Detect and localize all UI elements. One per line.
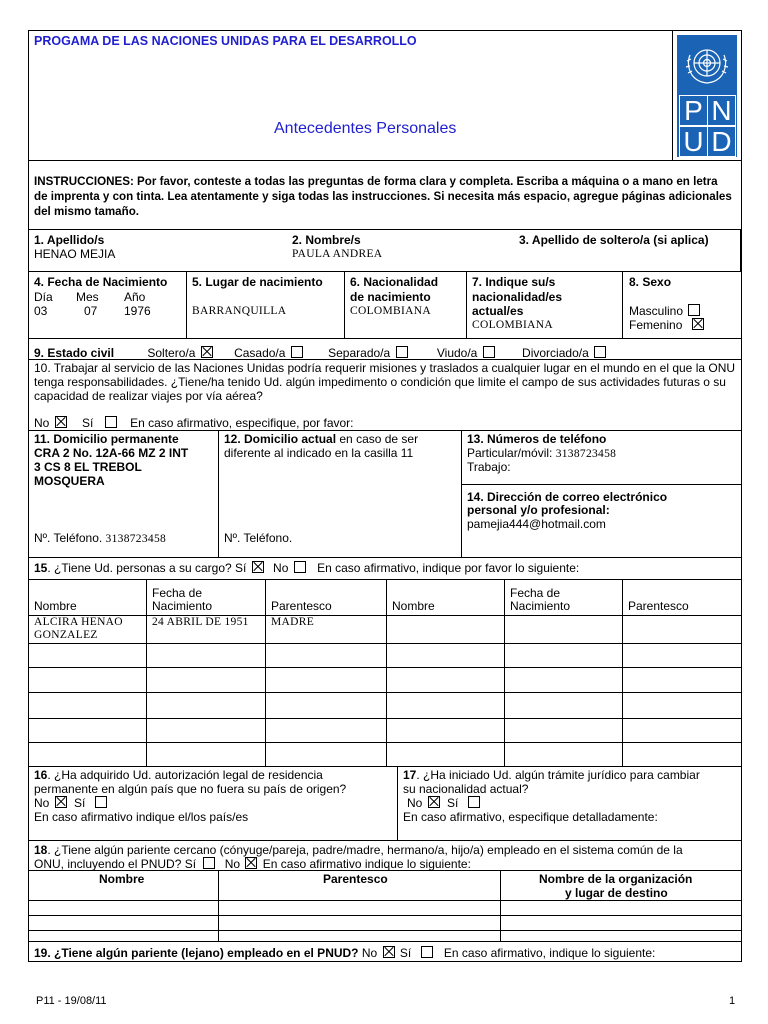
q15-no-label: No: [273, 561, 289, 575]
logo-cell-p: P: [679, 95, 708, 126]
q15-col-fecha-left-line2: Nacimiento: [152, 599, 213, 613]
q4-day-value[interactable]: 03: [34, 304, 48, 318]
q18-col-nombre: Nombre: [99, 872, 145, 886]
q9-viudo-checkbox[interactable]: [483, 346, 495, 358]
q15-col-nombre-left: Nombre: [34, 599, 77, 613]
q15-text: . ¿Tiene Ud. personas a su cargo? Sí: [47, 561, 247, 575]
q19-no-checkbox[interactable]: [383, 946, 395, 958]
undp-logo: [677, 35, 737, 157]
page-title: Antecedentes Personales: [274, 120, 457, 137]
q19-si-label: Sí: [399, 946, 412, 960]
q15-rest: En caso afirmativo, indique por favor lo siguiente:: [317, 561, 580, 575]
q6-label-line2: de nacimiento: [350, 290, 431, 304]
q19-rest: En caso afirmativo, indique lo siguiente:: [443, 946, 656, 960]
q13-label: 13. Números de teléfono: [467, 432, 607, 446]
q18-col-org-line1: Nombre de la organización: [539, 872, 693, 886]
q15-col-fecha-right-line1: Fecha de: [510, 586, 561, 600]
q16-answer-row: [34, 796, 109, 810]
q11-address-line3[interactable]: MOSQUERA: [34, 474, 105, 488]
q17-no-checkbox[interactable]: [428, 796, 440, 808]
q9-separado-checkbox[interactable]: [396, 346, 408, 358]
q15-row1-name-line2[interactable]: GONZALEZ: [34, 629, 98, 641]
q18-line2: [34, 857, 471, 871]
q4-ano-label: Año: [124, 290, 146, 304]
q11-address-line1[interactable]: CRA 2 No. 12A-66 MZ 2 INT: [34, 446, 189, 460]
q9-casado-label: Casado/a: [234, 346, 286, 360]
q16-number: 16: [34, 768, 48, 782]
q7-label-line2: nacionalidad/es: [472, 290, 563, 304]
q16-line1: [34, 768, 323, 782]
q17-number: 17: [403, 768, 417, 782]
q19-no-label: No: [361, 946, 378, 960]
q15-no-checkbox[interactable]: [294, 561, 306, 573]
q17-answer-row: [407, 796, 482, 810]
logo-cell-u: U: [679, 126, 708, 157]
q12-label: [224, 432, 418, 446]
q12-label-bold: 12. Domicilio actual: [224, 432, 337, 446]
q9-divorciado-label: Divorciado/a: [522, 346, 589, 360]
q10-no-checkbox[interactable]: [55, 416, 67, 428]
q11-label: 11. Domicilio permanente: [34, 432, 179, 446]
q8-masculino-option: [629, 304, 702, 318]
q17-line4: En caso afirmativo, especifique detalladamente:: [403, 810, 658, 824]
q4-year-value[interactable]: 1976: [124, 304, 151, 318]
q15-col-fecha-right-line2: Nacimiento: [510, 599, 571, 613]
q12-label-line2: diferente al indicado en la casilla 11: [224, 446, 414, 460]
q15-row1-name-line1[interactable]: ALCIRA HENAO: [34, 616, 123, 628]
q18-col-org-line2: y lugar de destino: [565, 886, 668, 900]
q4-mes-label: Mes: [76, 290, 99, 304]
q9-soltero-label: Soltero/a: [147, 346, 196, 360]
q9-label: 9. Estado civil: [34, 346, 115, 360]
q8-masculino-label: Masculino: [629, 304, 684, 318]
q8-label: 8. Sexo: [629, 275, 672, 289]
q2-label: 2. Nombre/s: [292, 233, 361, 247]
logo-cell-d: D: [707, 126, 736, 157]
q16-line2: permanente en algún país que no fuera su país de origen?: [34, 782, 347, 796]
q18-line1: [34, 843, 683, 857]
q12-label-rest: en caso de ser: [336, 432, 419, 446]
q17-si-label: Sí: [447, 796, 459, 810]
q14-email-value[interactable]: pamejia444@hotmail.com: [467, 517, 606, 531]
q19-text: 19. ¿Tiene algún pariente (lejano) empleado en el PNUD?: [34, 946, 359, 960]
q7-label-line1: 7. Indique su/s: [472, 275, 556, 289]
q5-label: 5. Lugar de nacimiento: [192, 275, 323, 289]
q9-row: [34, 346, 608, 360]
q8-femenino-option: [629, 318, 706, 332]
q11-phone-value[interactable]: 3138723458: [105, 533, 167, 545]
q15-col-fecha-left-line1: Fecha de: [152, 586, 203, 600]
q10-question: 10. Trabajar al servicio de las Naciones Unidas podría requerir misiones y traslados a cualquier lugar en el mundo en el que la ONU tenga responsabilidades. ¿Tiene/ha tenido Ud. algún impedimento o condición que limite el campo de sus actividades futuras o su capacidad de realizar viajes por vía aérea?: [34, 361, 736, 403]
q10-no-label: No: [34, 416, 50, 430]
org-name: PROGAMA DE LAS NACIONES UNIDAS PARA EL DESARROLLO: [34, 34, 417, 48]
q11-phone-label: Nº. Teléfono.: [34, 531, 103, 545]
q4-dia-label: Día: [34, 290, 53, 304]
q15-col-nombre-right: Nombre: [392, 599, 435, 613]
q4-month-value[interactable]: 07: [84, 304, 98, 318]
q18-no-label: No: [224, 857, 241, 871]
q10-specify-label: En caso afirmativo, especifique, por favor:: [130, 416, 354, 430]
q17-no-label: No: [407, 796, 423, 810]
q18-col-parentesco: Parentesco: [323, 872, 388, 886]
q14-label-line2: personal y/o profesional:: [467, 503, 610, 517]
q9-casado-checkbox[interactable]: [291, 346, 303, 358]
q10-si-checkbox[interactable]: [105, 416, 117, 428]
q8-femenino-checkbox[interactable]: [692, 318, 704, 330]
q16-no-checkbox[interactable]: [55, 796, 67, 808]
q17-text: . ¿Ha iniciado Ud. algún trámite jurídico para cambiar: [416, 768, 700, 782]
q16-si-label: Sí: [74, 796, 86, 810]
q8-masculino-checkbox[interactable]: [688, 304, 700, 316]
un-emblem-icon: [677, 35, 737, 95]
q3-label: 3. Apellido de soltero/a (si aplica): [519, 233, 709, 247]
q13-mobile-row: [467, 446, 616, 461]
q15-row1-date[interactable]: 24 ABRIL DE 1951: [152, 616, 249, 628]
q18-rest: En caso afirmativo indique lo siguiente:: [262, 857, 471, 871]
q11-phone-row: [34, 531, 166, 546]
q8-femenino-label: Femenino: [629, 318, 683, 332]
q1-label: 1. Apellido/s: [34, 233, 105, 247]
q9-divorciado-checkbox[interactable]: [594, 346, 606, 358]
q2-value[interactable]: PAULA ANDREA: [292, 248, 383, 260]
q18-si-checkbox[interactable]: [203, 857, 215, 869]
q15-question: [34, 561, 579, 575]
q15-col-parentesco-left: Parentesco: [271, 599, 332, 613]
q4-label: 4. Fecha de Nacimiento: [34, 275, 168, 289]
q9-soltero-checkbox[interactable]: [201, 346, 213, 358]
q11-address-line2[interactable]: 3 CS 8 EL TREBOL: [34, 460, 142, 474]
q9-separado-label: Separado/a: [328, 346, 391, 360]
q1-value[interactable]: HENAO MEJIA: [34, 247, 116, 261]
logo-cell-n: N: [707, 95, 736, 126]
q9-viudo-label: Viudo/a: [436, 346, 478, 360]
q17-line1: [403, 768, 700, 782]
q17-line2: su nacionalidad actual?: [403, 782, 529, 796]
q6-label-line1: 6. Nacionalidad: [350, 275, 439, 289]
q6-value[interactable]: COLOMBIANA: [350, 305, 431, 317]
q16-si-checkbox[interactable]: [95, 796, 107, 808]
q19-si-checkbox[interactable]: [421, 946, 433, 958]
q15-number: 15: [34, 561, 48, 575]
q15-si-checkbox[interactable]: [252, 561, 264, 573]
q13-work-label: Trabajo:: [467, 460, 511, 474]
q7-value[interactable]: COLOMBIANA: [472, 319, 553, 331]
q14-label-line1: 14. Dirección de correo electrónico: [467, 490, 668, 504]
q5-value[interactable]: BARRANQUILLA: [192, 305, 287, 317]
q16-text: . ¿Ha adquirido Ud. autorización legal de residencia: [47, 768, 323, 782]
q13-mobile-label: Particular/móvil:: [467, 446, 553, 460]
q13-mobile-value[interactable]: 3138723458: [555, 448, 617, 460]
q16-no-label: No: [34, 796, 50, 810]
q7-label-line3: actual/es: [472, 304, 524, 318]
q15-row1-relationship[interactable]: MADRE: [271, 616, 315, 628]
q10-answer-row: [34, 416, 354, 430]
q18-no-checkbox[interactable]: [245, 857, 257, 869]
q12-phone-label: Nº. Teléfono.: [224, 531, 293, 545]
form-code: P11 - 19/08/11: [36, 995, 107, 1007]
page-number: 1: [729, 995, 736, 1007]
q18-text: . ¿Tiene algún pariente cercano (cónyuge/pareja, padre/madre, hermano/a, hijo/a) empleado en el sistema común de la: [47, 843, 683, 857]
q19-question: [34, 946, 655, 960]
q18-number: 18: [34, 843, 48, 857]
instructions: INSTRUCCIONES: Por favor, conteste a todas las preguntas de forma clara y completa. Escriba a máquina o a mano en letra de imprenta y con tinta. Lea atentamente y siga todas las instrucciones. Si necesita más espacio, agregue páginas adicionales del mismo tamaño.: [34, 175, 732, 218]
q15-col-parentesco-right: Parentesco: [628, 599, 689, 613]
q16-line4: En caso afirmativo indique el/los país/es: [34, 810, 249, 824]
q17-si-checkbox[interactable]: [468, 796, 480, 808]
q10-si-label: Sí: [82, 416, 94, 430]
q18-line2-text: ONU, incluyendo el PNUD? Sí: [34, 857, 197, 871]
